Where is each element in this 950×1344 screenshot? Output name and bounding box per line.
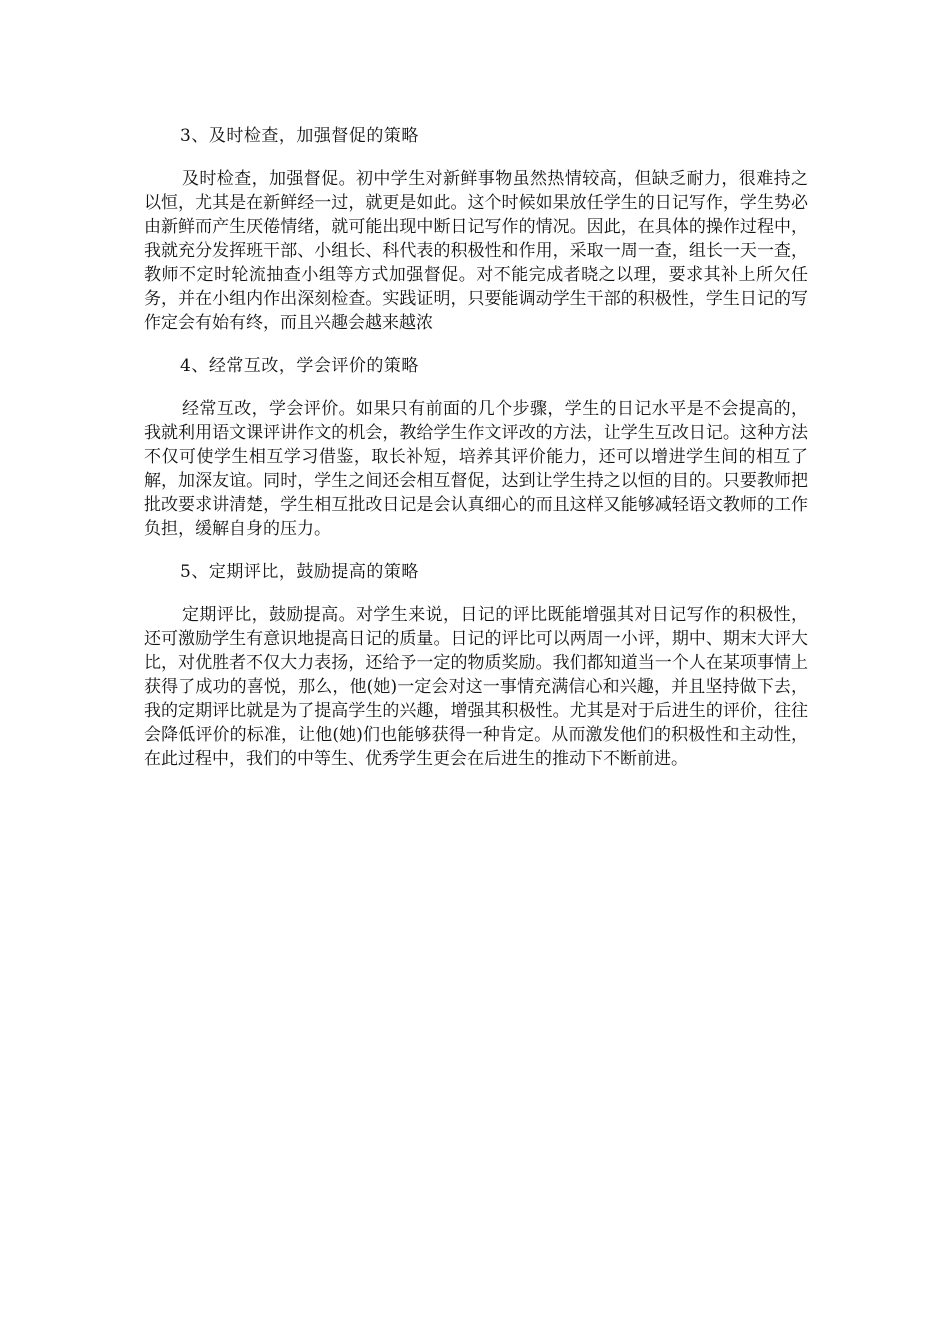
section-paragraph-5: 定期评比，鼓励提高。对学生来说，日记的评比既能增强其对日记写作的积极性，还可激励学生有意识地提高日记的质量。日记的评比可以两周一小评，期中、期末大评大比，对优胜者不仅大力表扬，还给予一定的物质奖励。我们都知道当一个人在某项事情上获得了成功的喜悦，那么，他(她)一定会对这一事情充满信心和兴趣，并且坚持做下去，我的定期评比就是为了提高学生的兴趣，增强其积极性。尤其是对于后进生的评价，往往会降低评价的标准，让他(她)们也能够获得一种肯定。从而激发他们的积极性和主动性，在此过程中，我们的中等生、优秀学生更会在后进生的推动下不断前进。 [144,605,808,769]
spacer [144,541,808,560]
section-paragraph-3: 及时检查，加强督促。初中学生对新鲜事物虽然热情较高，但缺乏耐力，很难持之以恒，尤其是在新鲜经一过，就更是如此。这个时候如果放任学生的日记写作，学生势必由新鲜而产生厌倦情绪，就可能出现中断日记写作的情况。因此，在具体的操作过程中，我就充分发挥班干部、小组长、科代表的积极性和作用，采取一周一查，组长一天一查，教师不定时轮流抽查小组等方式加强督促。对不能完成者晓之以理，要求其补上所欠任务，并在小组内作出深刻检查。实践证明，只要能调动学生干部的积极性，学生日记的写作定会有始有终，而且兴趣会越来越浓 [144,169,808,333]
spacer [144,584,808,603]
section-heading-5: 5、定期评比，鼓励提高的策略 [180,562,419,582]
section-paragraph-4: 经常互改，学会评价。如果只有前面的几个步骤，学生的日记水平是不会提高的，我就利用语文课评讲作文的机会，教给学生作文评改的方法，让学生互改日记。这种方法不仅可使学生相互学习借鉴，取长补短，培养其评价能力，还可以增进学生间的相互了解，加深友谊。同时，学生之间还会相互督促，达到让学生持之以恒的目的。只要教师把批改要求讲清楚，学生相互批改日记是会认真细心的而且这样又能够减轻语文教师的工作负担，缓解自身的压力。 [144,399,808,539]
section-heading-4: 4、经常互改，学会评价的策略 [180,356,419,376]
document-body [144,124,808,771]
section-heading-3: 3、及时检查，加强督促的策略 [180,126,419,146]
spacer [144,335,808,354]
spacer [144,148,808,167]
spacer [144,378,808,397]
